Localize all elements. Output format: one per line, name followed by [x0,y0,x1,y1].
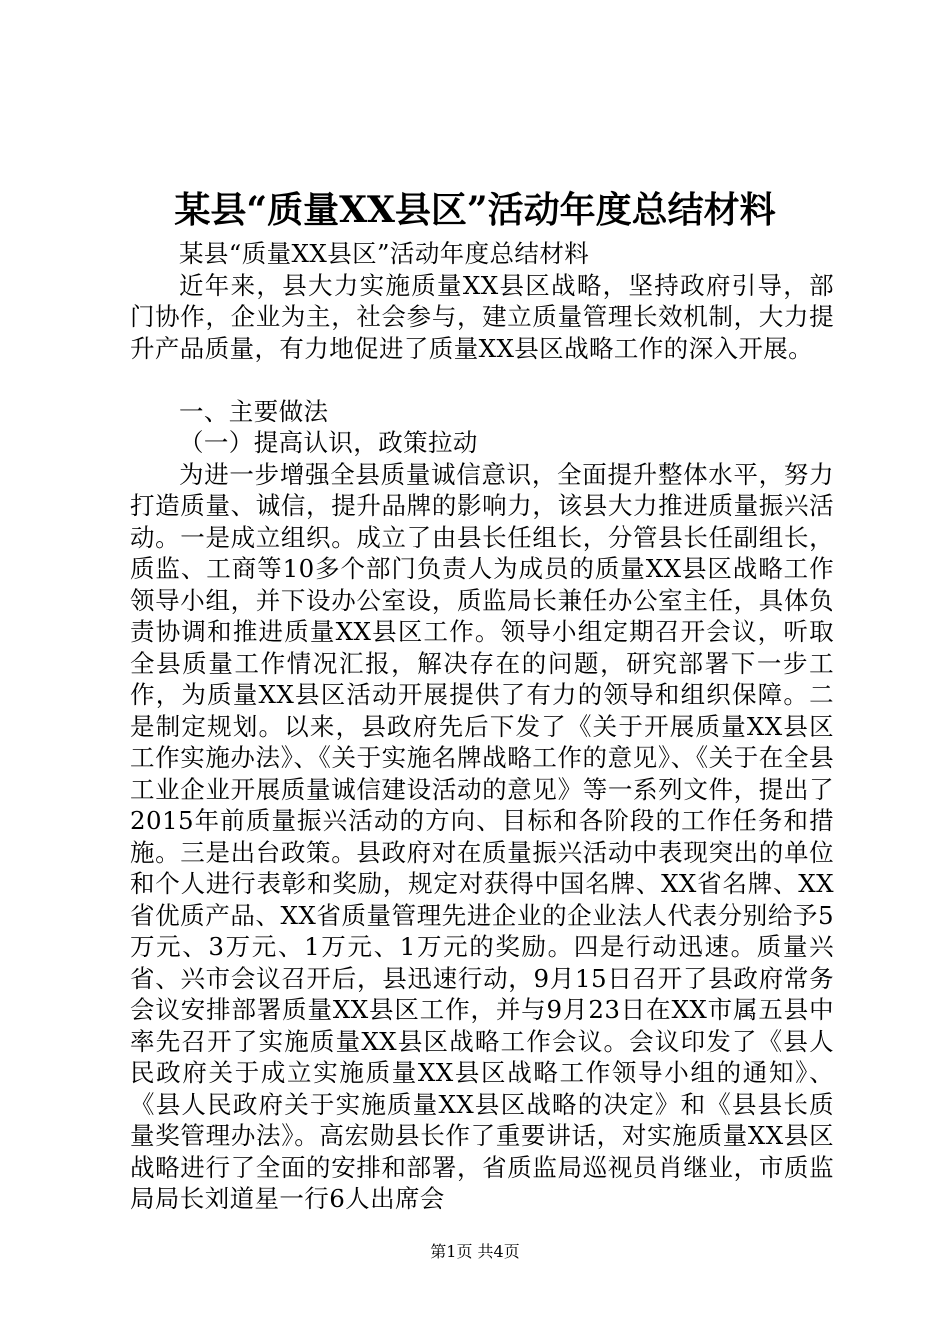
intro-paragraph: 近年来，县大力实施质量XX县区战略，坚持政府引导，部门协作，企业为主，社会参与，建立质量管理长效机制，大力提升产品质量，有力地促进了质量XX县区战略工作的深入开展。 [130,270,834,363]
body-paragraph: 为进一步增强全县质量诚信意识，全面提升整体水平，努力打造质量、诚信，提升品牌的影响力，该县大力推进质量振兴活动。一是成立组织。成立了由县长任组长，分管县长任副组长，质监、工商等10多个部门负责人为成员的质量XX县区战略工作领导小组，并下设办公室设，质监局长兼任办公室主任，具体负责协调和推进质量XX县区工作。领导小组定期召开会议，听取全县质量工作情况汇报，解决存在的问题，研究部署下一步工作，为质量XX县区活动开展提供了有力的领导和组织保障。二是制定规划。以来，县政府先后下发了《关于开展质量XX县区工作实施办法》、《关于实施名牌战略工作的意见》、《关于在全县工业企业开展质量诚信建设活动的意见》等一系列文件，提出了2015年前质量振兴活动的方向、目标和各阶段的工作任务和措施。三是出台政策。县政府对在质量振兴活动中表现突出的单位和个人进行表彰和奖励，规定对获得中国名牌、XX省名牌、XX省优质产品、XX省质量管理先进企业的企业法人代表分别给予5万元、3万元、1万元、1万元的奖励。四是行动迅速。质量兴省、兴市会议召开后，县迅速行动，9月15日召开了县政府常务会议安排部署质量XX县区工作，并与9月23日在XX市属五县中率先召开了实施质量XX县区战略工作会议。会议印发了《县人民政府关于成立实施质量XX县区战略工作领导小组的通知》、《县人民政府关于实施质量XX县区战略的决定》和《县县长质量奖管理办法》。高宏勋县长作了重要讲话，对实施质量XX县区战略进行了全面的安排和部署，省质监局巡视员肖继业，市质监局局长刘道星一行6人出席会 [130,459,834,1213]
subtitle-paragraph: 某县“质量XX县区”活动年度总结材料 [179,239,590,268]
page-footer: 第1页 共4页 [430,1242,520,1261]
subsection-heading: （一）提高认识，政策拉动 [179,428,478,457]
document-body [130,238,834,1215]
document-title: 某县“质量XX县区”活动年度总结材料 [174,189,776,231]
section-heading: 一、主要做法 [179,396,329,426]
